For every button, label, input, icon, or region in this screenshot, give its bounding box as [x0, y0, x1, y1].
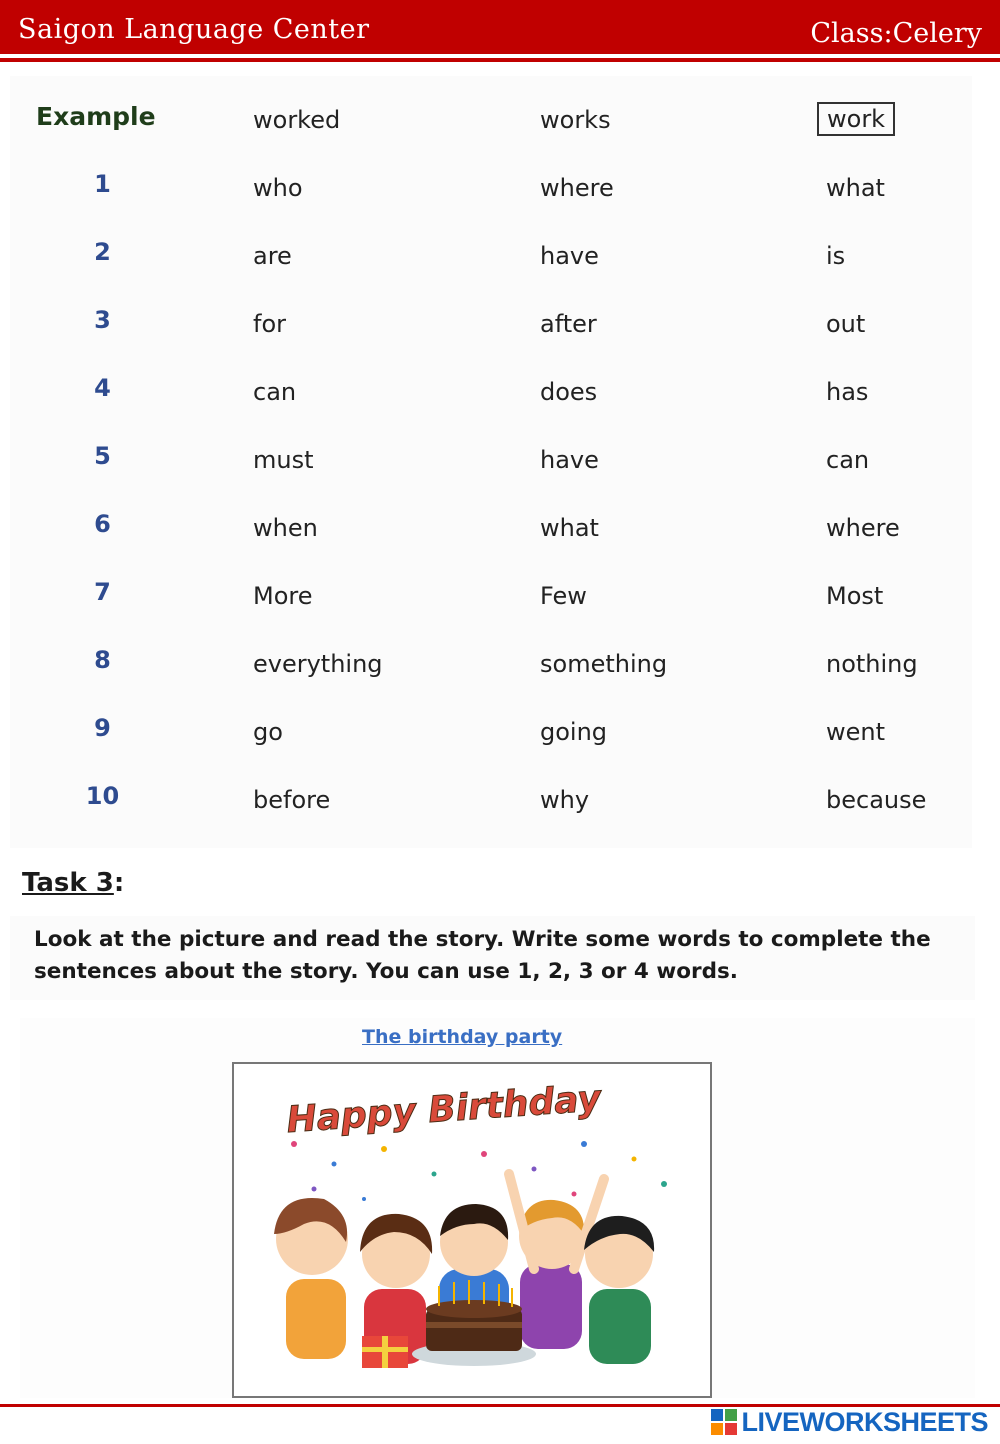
option-b[interactable]: where [540, 174, 614, 202]
option-a[interactable]: More [253, 582, 313, 610]
question-number: 5 [94, 442, 111, 470]
page-header [0, 0, 1000, 54]
question-number: 9 [94, 714, 111, 742]
question-number: 2 [94, 238, 111, 266]
question-row [10, 574, 972, 614]
question-row [10, 370, 972, 410]
option-b[interactable]: why [540, 786, 590, 814]
option-c[interactable]: nothing [826, 650, 918, 678]
example-row [10, 98, 972, 138]
option-b[interactable]: does [540, 378, 598, 406]
story-section [20, 1018, 975, 1398]
option-c[interactable]: went [826, 718, 886, 746]
question-row [10, 302, 972, 342]
question-row [10, 166, 972, 206]
option-b[interactable]: something [540, 650, 668, 678]
option-b[interactable]: after [540, 310, 597, 338]
birthday-picture [232, 1062, 712, 1398]
option-a[interactable]: can [253, 378, 297, 406]
example-option-1: worked [253, 106, 341, 134]
option-a[interactable]: go [253, 718, 283, 746]
question-row [10, 778, 972, 818]
example-label: Example [36, 102, 156, 131]
question-number: 4 [94, 374, 111, 402]
brand-name: LIVEWORKSHEETS [741, 1406, 988, 1437]
example-answer-boxed: work [817, 102, 895, 136]
word-choice-table [10, 76, 972, 848]
question-number: 6 [94, 510, 111, 538]
question-number: 8 [94, 646, 111, 674]
gift-box [362, 1336, 408, 1368]
liveworksheets-icon [710, 1408, 738, 1436]
option-c[interactable]: has [826, 378, 869, 406]
class-label: Class:Celery [810, 18, 982, 49]
task-heading [22, 868, 124, 898]
option-a[interactable]: before [253, 786, 331, 814]
option-c[interactable]: is [826, 242, 846, 270]
option-c[interactable]: Most [826, 582, 884, 610]
option-a[interactable]: must [253, 446, 314, 474]
option-a[interactable]: for [253, 310, 286, 338]
question-number: 10 [85, 782, 120, 810]
option-a[interactable]: when [253, 514, 318, 542]
question-number: 3 [94, 306, 111, 334]
option-b[interactable]: have [540, 446, 599, 474]
question-row [10, 642, 972, 682]
option-b[interactable]: what [540, 514, 599, 542]
option-c[interactable]: because [826, 786, 927, 814]
option-a[interactable]: everything [253, 650, 383, 678]
option-c[interactable]: can [826, 446, 870, 474]
header-divider [0, 58, 1000, 62]
option-a[interactable]: who [253, 174, 303, 202]
confetti [291, 1141, 667, 1201]
birthday-illustration [234, 1064, 710, 1396]
instructions-box [10, 916, 975, 1000]
banner-text: Happy Birthday [285, 1078, 603, 1142]
option-b[interactable]: have [540, 242, 599, 270]
instructions-text: Look at the picture and read the story. Write some words to complete the sentences about the story. You can use 1, 2, 3 or 4 words. [34, 927, 931, 984]
option-c[interactable]: out [826, 310, 866, 338]
option-c[interactable]: where [826, 514, 900, 542]
task-colon: : [113, 868, 125, 898]
brand-logo [710, 1406, 988, 1438]
option-c[interactable]: what [826, 174, 885, 202]
example-option-2: works [540, 106, 611, 134]
question-row [10, 506, 972, 546]
option-b[interactable]: Few [540, 582, 587, 610]
question-number: 7 [94, 578, 111, 606]
question-row [10, 438, 972, 478]
organization-name: Saigon Language Center [18, 14, 370, 45]
question-row [10, 710, 972, 750]
story-title: The birthday party [362, 1026, 563, 1048]
question-number: 1 [94, 170, 111, 198]
task-title: Task 3 [22, 868, 114, 898]
option-b[interactable]: going [540, 718, 608, 746]
option-a[interactable]: are [253, 242, 292, 270]
question-row [10, 234, 972, 274]
